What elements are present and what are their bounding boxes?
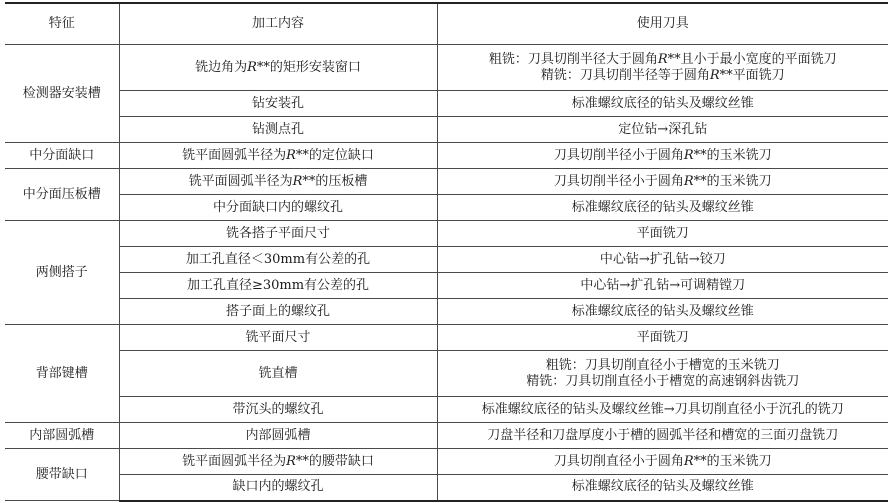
tool-cell: 标准螺纹底径的钻头及螺纹丝锥→刀具切削直径小于沉孔的铣刀 <box>437 397 888 423</box>
tool-line-rough: 粗铣：刀具切削直径小于槽宽的玉米铣刀 <box>545 357 780 373</box>
content-cell: 铣平面圆弧半径为R**的压板槽 <box>119 169 437 195</box>
tool-line-finish: 精铣：刀具切削半径等于圆角R**平面铣刀 <box>540 67 785 83</box>
tool-cell: 定位钻→深孔钻 <box>437 117 888 143</box>
table-row <box>5 351 888 397</box>
table-row <box>5 45 888 91</box>
tool-line-rough: 粗铣：刀具切削半径大于圆角R**且小于最小宽度的平面铣刀 <box>488 51 837 67</box>
content-cell: 铣直槽 <box>119 351 437 397</box>
table-row <box>5 325 888 351</box>
feature-cell: 腰带缺口 <box>5 449 119 501</box>
content-cell: 中分面缺口内的螺纹孔 <box>119 195 437 221</box>
table-row <box>5 169 888 195</box>
tool-cell: 刀具切削半径小于圆角R**的玉米铣刀 <box>437 143 888 169</box>
content-cell: 铣平面圆弧半径为R**的定位缺口 <box>119 143 437 169</box>
header-content: 加工内容 <box>119 3 437 45</box>
table-row <box>5 221 888 247</box>
table-row <box>5 423 888 449</box>
content-cell: 钻安装孔 <box>119 91 437 117</box>
table-row <box>5 449 888 475</box>
content-cell: 搭子面上的螺纹孔 <box>119 299 437 325</box>
content-cell: 铣平面尺寸 <box>119 325 437 351</box>
header-row <box>5 3 888 45</box>
tool-cell: 中心钻→扩孔钻→铰刀 <box>437 247 888 273</box>
table-row <box>5 143 888 169</box>
tool-cell: 标准螺纹底径的钻头及螺纹丝锥 <box>437 299 888 325</box>
table-row <box>5 475 888 501</box>
feature-cell: 背部键槽 <box>5 325 119 423</box>
content-cell: 铣各搭子平面尺寸 <box>119 221 437 247</box>
content-cell: 加工孔直径≥30mm有公差的孔 <box>119 273 437 299</box>
content-cell: 钻测点孔 <box>119 117 437 143</box>
feature-cell: 中分面缺口 <box>5 143 119 169</box>
content-cell: 缺口内的螺纹孔 <box>119 475 437 501</box>
feature-cell: 检测器安装槽 <box>5 45 119 143</box>
tool-cell: 刀盘半径和刀盘厚度小于槽的圆弧半径和槽宽的三面刃盘铣刀 <box>437 423 888 449</box>
tool-cell: 刀具切削直径小于圆角R**的玉米铣刀 <box>437 449 888 475</box>
machining-table <box>5 2 888 502</box>
tool-cell <box>437 351 888 397</box>
content-cell: 带沉头的螺纹孔 <box>119 397 437 423</box>
feature-cell: 两侧搭子 <box>5 221 119 325</box>
table-row <box>5 299 888 325</box>
table-row <box>5 195 888 221</box>
tool-cell <box>437 45 888 91</box>
table-row <box>5 397 888 423</box>
tool-cell: 中心钻→扩孔钻→可调精镗刀 <box>437 273 888 299</box>
feature-cell: 内部圆弧槽 <box>5 423 119 449</box>
feature-cell: 中分面压板槽 <box>5 169 119 221</box>
tool-cell: 刀具切削半径小于圆角R**的玉米铣刀 <box>437 169 888 195</box>
tool-cell: 标准螺纹底径的钻头及螺纹丝锥 <box>437 195 888 221</box>
tool-line-finish: 精铣：刀具切削直径小于槽宽的高速钢斜齿铣刀 <box>526 373 800 389</box>
header-tool: 使用刀具 <box>437 3 888 45</box>
content-cell: 内部圆弧槽 <box>119 423 437 449</box>
table-row <box>5 247 888 273</box>
tool-cell: 平面铣刀 <box>437 325 888 351</box>
content-cell: 加工孔直径＜30mm有公差的孔 <box>119 247 437 273</box>
table-row <box>5 117 888 143</box>
content-cell: 铣平面圆弧半径为R**的腰带缺口 <box>119 449 437 475</box>
tool-cell: 标准螺纹底径的钻头及螺纹丝锥 <box>437 475 888 501</box>
tool-cell: 平面铣刀 <box>437 221 888 247</box>
tool-cell: 标准螺纹底径的钻头及螺纹丝锥 <box>437 91 888 117</box>
content-cell: 铣边角为R**的矩形安装窗口 <box>119 45 437 91</box>
header-feature: 特征 <box>5 3 119 45</box>
table-row <box>5 273 888 299</box>
table-row <box>5 91 888 117</box>
